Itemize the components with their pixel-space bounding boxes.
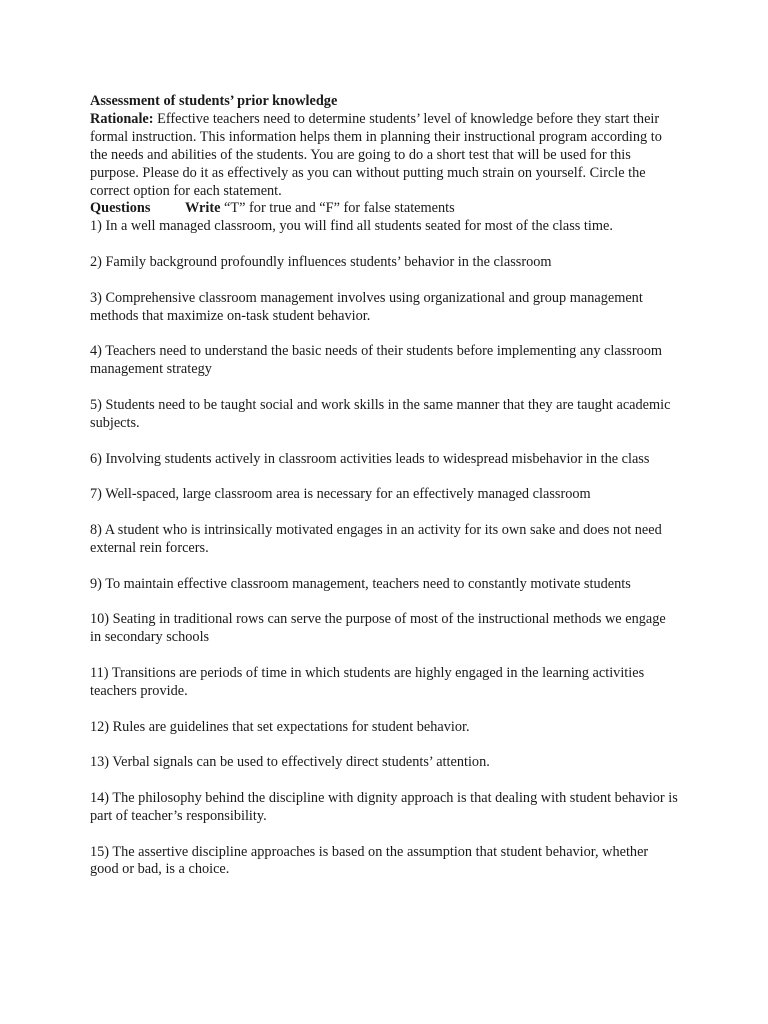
question-8: 8) A student who is intrinsically motivated engages in an activity for its own sake and does not need external rein forcers. (90, 521, 662, 556)
question-5: 5) Students need to be taught social and work skills in the same manner that they are taught academic subjects. (90, 396, 671, 431)
write-label: Write (185, 200, 221, 217)
document-page (90, 93, 680, 879)
rationale-paragraph (90, 111, 680, 201)
question-12: 12) Rules are guidelines that set expectations for student behavior. (90, 718, 470, 735)
instruction-text: “T” for true and “F” for false statements (224, 200, 455, 217)
question-3: 3) Comprehensive classroom management involves using organizational and group management methods that maximize on-task student behavior. (90, 289, 643, 324)
question-1: 1) In a well managed classroom, you will find all students seated for most of the class time. (90, 218, 613, 235)
rationale-text: Effective teachers need to determine students’ level of knowledge before they start their formal instruction. This information helps them in planning their instructional program according to the needs and abilities of the students. You are going to do a short test that will be used for this purpose. Please do it as effectively as you can without putting much strain on yourself. Circle the correct option for each statement. (90, 110, 662, 199)
question-11: 11) Transitions are periods of time in which students are highly engaged in the learning activities teachers provide. (90, 664, 645, 699)
question-14: 14) The philosophy behind the discipline with dignity approach is that dealing with student behavior is part of teacher’s responsibility. (90, 789, 678, 824)
question-4: 4) Teachers need to understand the basic needs of their students before implementing any classroom management strategy (90, 343, 663, 378)
question-2: 2) Family background profoundly influences students’ behavior in the classroom (90, 254, 552, 271)
question-15: 15) The assertive discipline approaches is based on the assumption that student behavior, whether good or bad, is a choice. (90, 843, 649, 878)
question-9: 9) To maintain effective classroom management, teachers need to constantly motivate students (90, 575, 631, 592)
question-list (90, 218, 680, 879)
questions-label: Questions (90, 200, 151, 217)
question-6: 6) Involving students actively in classroom activities leads to widespread misbehavior in the class (90, 450, 650, 467)
rationale-label: Rationale: (90, 110, 154, 127)
questions-header (90, 200, 680, 218)
question-13: 13) Verbal signals can be used to effectively direct students’ attention. (90, 754, 490, 771)
question-10: 10) Seating in traditional rows can serve the purpose of most of the instructional methods we engage in secondary schools (90, 611, 666, 646)
question-7: 7) Well-spaced, large classroom area is necessary for an effectively managed classroom (90, 486, 591, 503)
document-title: Assessment of students’ prior knowledge (90, 93, 338, 109)
